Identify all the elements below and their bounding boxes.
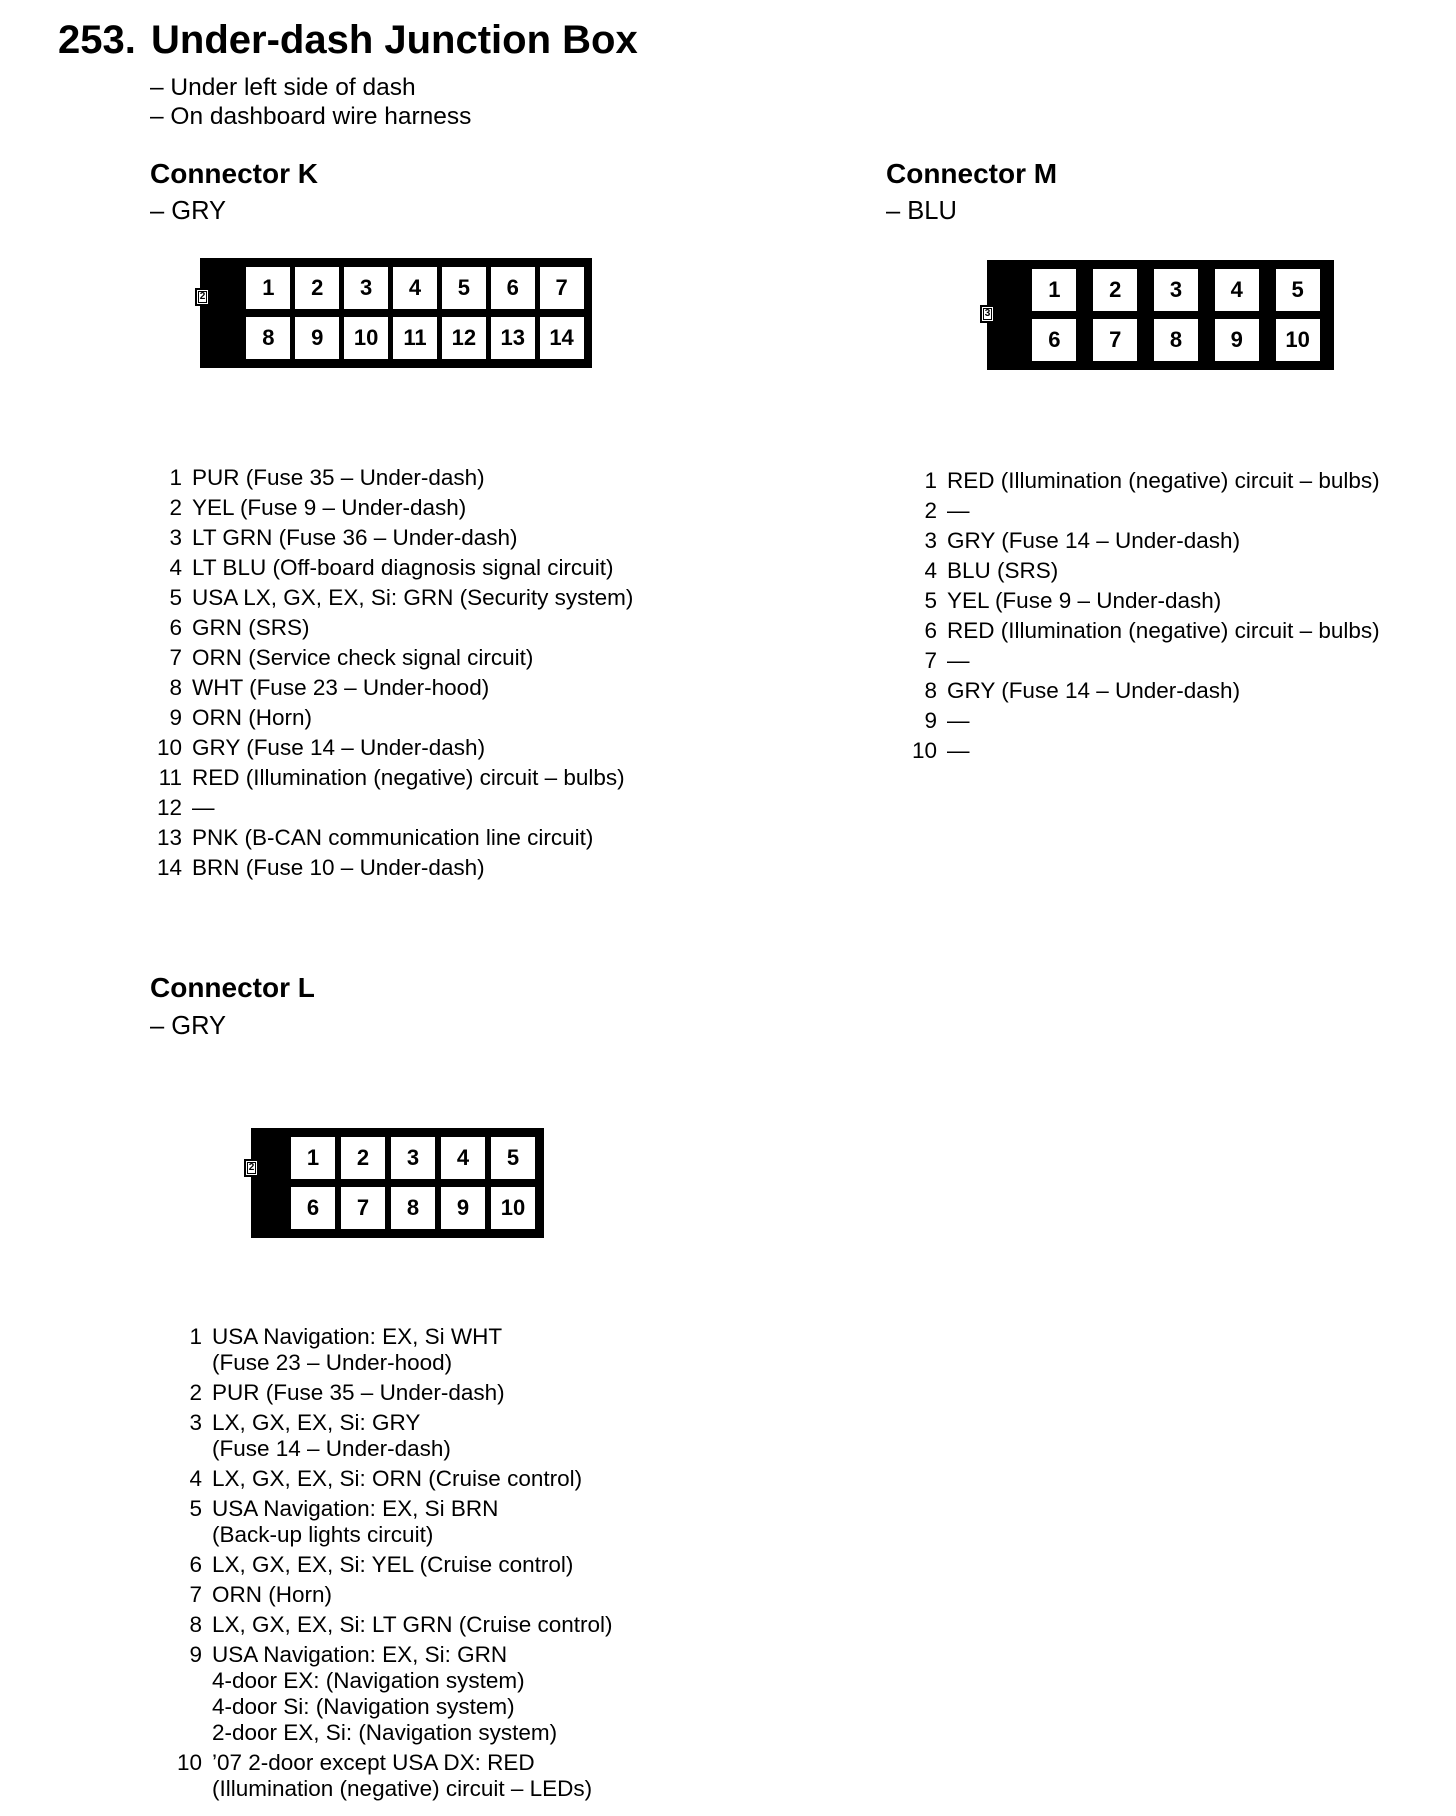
pin-description-line: LX, GX, EX, Si: ORN (Cruise control) — [212, 1466, 583, 1491]
connector-k-terminal: 10 — [344, 317, 388, 359]
connector-m-terminal: 7 — [1093, 319, 1137, 361]
pin-number: 4 — [189, 1466, 202, 1491]
connector-l-terminal: 6 — [291, 1187, 335, 1229]
connector-m-terminal: 6 — [1032, 319, 1076, 361]
location-item: – Under left side of dash — [150, 74, 416, 101]
connector-k-tag-label: 2 — [199, 291, 206, 302]
pin-description-line: (Fuse 23 – Under-hood) — [212, 1350, 453, 1375]
pin-row — [905, 496, 1380, 526]
pin-description — [192, 703, 312, 733]
connector-k-terminal: 11 — [393, 317, 437, 359]
pin-row — [150, 763, 633, 793]
connector-k-terminal: 3 — [344, 267, 388, 309]
pin-description-line: GRY (Fuse 14 – Under-dash) — [947, 528, 1241, 553]
connector-k-title: Connector K — [150, 158, 318, 189]
pin-description — [192, 493, 466, 523]
pin-description — [947, 676, 1240, 706]
pin-description — [192, 643, 533, 673]
pin-row — [150, 613, 633, 643]
pin-row — [150, 853, 633, 883]
pin-row — [150, 463, 633, 493]
pin-description-line: ORN (Horn) — [192, 705, 313, 730]
location-list — [150, 73, 471, 131]
pin-description — [212, 1324, 502, 1376]
pin-description — [192, 583, 633, 613]
pin-description-line: — — [947, 738, 970, 763]
connector-m-terminal: 1 — [1032, 269, 1076, 311]
pin-description — [192, 613, 310, 643]
connector-m-terminal: 2 — [1093, 269, 1137, 311]
pin-description-line: LT GRN (Fuse 36 – Under-dash) — [192, 525, 518, 550]
pin-description-line: RED (Illumination (negative) circuit – bulbs) — [947, 468, 1380, 493]
pin-row — [150, 793, 633, 823]
pin-row — [150, 733, 633, 763]
pin-description-line: 4-door Si: (Navigation system) — [212, 1694, 515, 1719]
connector-k-terminal: 2 — [295, 267, 339, 309]
connector-k-terminal: 5 — [442, 267, 486, 309]
pin-number: 7 — [189, 1582, 202, 1607]
pin-description-line: ORN (Service check signal circuit) — [192, 645, 534, 670]
pin-description-line: GRY (Fuse 14 – Under-dash) — [947, 678, 1241, 703]
connector-m-terminal: 3 — [1154, 269, 1198, 311]
pin-description — [212, 1496, 498, 1548]
pin-description — [947, 466, 1380, 496]
pin-row — [905, 526, 1380, 556]
connector-l-terminal: 5 — [491, 1137, 535, 1179]
connector-m-terminal-tag — [980, 305, 995, 323]
pin-description-line: — — [947, 498, 970, 523]
connector-k-terminal: 12 — [442, 317, 486, 359]
connector-k-color: – GRY — [150, 197, 227, 225]
connector-l-diagram — [248, 1128, 544, 1238]
pin-number: 9 — [924, 708, 937, 733]
pin-number: 2 — [189, 1380, 202, 1405]
pin-description-line: WHT (Fuse 23 – Under-hood) — [192, 675, 490, 700]
pin-number: 11 — [158, 765, 182, 790]
pin-row — [150, 673, 633, 703]
pin-number: 4 — [169, 555, 182, 580]
pin-description-line: GRN (SRS) — [192, 615, 310, 640]
pin-number: 8 — [169, 675, 182, 700]
pin-description-line: ORN (Horn) — [212, 1582, 333, 1607]
pin-number: 5 — [169, 585, 182, 610]
connector-k-terminal: 1 — [246, 267, 290, 309]
connector-l-terminal: 7 — [341, 1187, 385, 1229]
page-number: 253. — [58, 18, 136, 62]
pin-number: 6 — [189, 1552, 202, 1577]
pin-description — [192, 463, 485, 493]
connector-k-terminal: 14 — [540, 317, 584, 359]
connector-m-tag-label: 3 — [984, 308, 991, 319]
pin-description — [192, 673, 489, 703]
connector-l-terminal: 4 — [441, 1137, 485, 1179]
pin-description-line: — — [947, 648, 970, 673]
connector-m-terminal: 5 — [1276, 269, 1320, 311]
pin-description — [947, 736, 970, 766]
pin-number: 6 — [169, 615, 182, 640]
pin-row — [170, 1466, 613, 1492]
page-heading: Under-dash Junction Box — [151, 18, 638, 62]
pin-row — [150, 643, 633, 673]
connector-l-terminal: 1 — [291, 1137, 335, 1179]
pin-description — [192, 853, 485, 883]
pin-number: 3 — [189, 1410, 202, 1435]
connector-k-terminal: 13 — [491, 317, 535, 359]
pin-row — [170, 1410, 613, 1462]
pin-description-line: (Illumination (negative) circuit – LEDs) — [212, 1776, 593, 1801]
pin-description-line: (Fuse 14 – Under-dash) — [212, 1436, 451, 1461]
connector-k-housing — [200, 258, 592, 368]
pin-row — [170, 1324, 613, 1376]
pin-description-line: PUR (Fuse 35 – Under-dash) — [192, 465, 485, 490]
pin-number: 14 — [156, 855, 182, 880]
connector-l-terminal: 2 — [341, 1137, 385, 1179]
pin-row — [905, 706, 1380, 736]
connector-l-tag-label: 2 — [248, 1162, 255, 1173]
pin-row — [170, 1496, 613, 1548]
pin-row — [170, 1612, 613, 1638]
pin-number: 3 — [169, 525, 182, 550]
pin-row — [170, 1380, 613, 1406]
pin-number: 1 — [924, 468, 937, 493]
pin-number: 10 — [176, 1750, 202, 1775]
pin-description — [212, 1410, 451, 1462]
connector-k-terminal: 4 — [393, 267, 437, 309]
pin-description-line: ’07 2-door except USA DX: RED — [212, 1750, 535, 1775]
pin-number: 9 — [189, 1642, 202, 1667]
pin-number: 1 — [169, 465, 182, 490]
pin-row — [905, 736, 1380, 766]
location-item: – On dashboard wire harness — [150, 103, 472, 130]
connector-m-terminal: 9 — [1215, 319, 1259, 361]
connector-l-title: Connector L — [150, 972, 315, 1003]
pin-number: 2 — [169, 495, 182, 520]
page-title — [58, 18, 638, 63]
pin-description-line: USA Navigation: EX, Si: GRN — [212, 1642, 508, 1667]
pin-description-line: YEL (Fuse 9 – Under-dash) — [947, 588, 1222, 613]
pin-description-line: — — [192, 795, 215, 820]
pin-description — [212, 1612, 613, 1638]
pin-description-line: LX, GX, EX, Si: LT GRN (Cruise control) — [212, 1612, 613, 1637]
pin-number: 6 — [924, 618, 937, 643]
connector-m-title: Connector M — [886, 158, 1058, 189]
pin-description — [212, 1582, 332, 1608]
pin-description-line: RED (Illumination (negative) circuit – bulbs) — [947, 618, 1380, 643]
pin-description-line: PUR (Fuse 35 – Under-dash) — [212, 1380, 505, 1405]
pin-description-line: LX, GX, EX, Si: YEL (Cruise control) — [212, 1552, 574, 1577]
pin-number: 12 — [156, 795, 182, 820]
pin-description-line: RED (Illumination (negative) circuit – bulbs) — [192, 765, 625, 790]
pin-description — [192, 763, 625, 793]
pin-description — [212, 1552, 573, 1578]
connector-m-terminal: 10 — [1276, 319, 1320, 361]
pin-description — [192, 523, 518, 553]
pin-number: 3 — [924, 528, 937, 553]
pin-description — [947, 706, 970, 736]
connector-l-terminal: 9 — [441, 1187, 485, 1229]
pin-description-line: 4-door EX: (Navigation system) — [212, 1668, 525, 1693]
pin-row — [150, 493, 633, 523]
connector-k-terminal: 8 — [246, 317, 290, 359]
connector-k-terminal: 7 — [540, 267, 584, 309]
pin-description — [947, 556, 1058, 586]
pin-description — [947, 616, 1380, 646]
connector-l-pin-list — [170, 1324, 613, 1806]
pin-row — [170, 1750, 613, 1802]
pin-row — [150, 553, 633, 583]
pin-description-line: USA LX, GX, EX, Si: GRN (Security system) — [192, 585, 634, 610]
connector-l-terminal-tag — [244, 1159, 259, 1177]
connector-k-pin-list — [150, 463, 633, 883]
connector-k-terminal: 9 — [295, 317, 339, 359]
pin-number: 5 — [924, 588, 937, 613]
pin-number: 4 — [924, 558, 937, 583]
pin-description — [192, 553, 613, 583]
pin-number: 10 — [911, 738, 937, 763]
pin-row — [170, 1552, 613, 1578]
pin-description-line: — — [947, 708, 970, 733]
connector-m-housing — [984, 260, 1334, 370]
pin-description-line: LX, GX, EX, Si: GRY — [212, 1410, 421, 1435]
pin-description — [192, 733, 485, 763]
pin-description-line: USA Navigation: EX, Si BRN — [212, 1496, 499, 1521]
pin-row — [150, 703, 633, 733]
pin-description-line: 2-door EX, Si: (Navigation system) — [212, 1720, 558, 1745]
pin-description-line: YEL (Fuse 9 – Under-dash) — [192, 495, 467, 520]
pin-description-line: USA Navigation: EX, Si WHT — [212, 1324, 503, 1349]
pin-description — [212, 1642, 557, 1746]
pin-number: 1 — [189, 1324, 202, 1349]
connector-l-color: – GRY — [150, 1012, 227, 1040]
pin-row — [150, 823, 633, 853]
pin-description — [212, 1750, 592, 1802]
pin-row — [150, 523, 633, 553]
connector-l-housing — [248, 1128, 544, 1238]
connector-l-terminal: 8 — [391, 1187, 435, 1229]
pin-description — [192, 823, 593, 853]
pin-description-line: BLU (SRS) — [947, 558, 1059, 583]
pin-description — [192, 793, 215, 823]
pin-number: 7 — [169, 645, 182, 670]
connector-k-terminal-tag — [195, 288, 210, 306]
pin-row — [905, 466, 1380, 496]
pin-description — [212, 1380, 505, 1406]
pin-row — [905, 556, 1380, 586]
connector-l-terminal: 3 — [391, 1137, 435, 1179]
pin-number: 7 — [924, 648, 937, 673]
pin-row — [905, 586, 1380, 616]
pin-number: 8 — [924, 678, 937, 703]
pin-description — [947, 526, 1240, 556]
pin-description-line: (Back-up lights circuit) — [212, 1522, 434, 1547]
connector-m-terminal: 4 — [1215, 269, 1259, 311]
pin-row — [170, 1582, 613, 1608]
connector-m-color: – BLU — [886, 197, 957, 225]
pin-number: 13 — [156, 825, 182, 850]
connector-m-pin-list — [905, 466, 1380, 766]
pin-description — [947, 646, 970, 676]
pin-row — [170, 1642, 613, 1746]
pin-description — [212, 1466, 582, 1492]
pin-description-line: LT BLU (Off-board diagnosis signal circuit) — [192, 555, 614, 580]
connector-l-terminal: 10 — [491, 1187, 535, 1229]
connector-m-diagram — [984, 260, 1334, 370]
pin-number: 2 — [924, 498, 937, 523]
pin-description-line: BRN (Fuse 10 – Under-dash) — [192, 855, 485, 880]
pin-description — [947, 496, 970, 526]
connector-k-diagram — [200, 258, 592, 368]
pin-description — [947, 586, 1221, 616]
pin-row — [905, 676, 1380, 706]
pin-description-line: PNK (B-CAN communication line circuit) — [192, 825, 594, 850]
pin-row — [150, 583, 633, 613]
pin-number: 9 — [169, 705, 182, 730]
connector-m-terminal: 8 — [1154, 319, 1198, 361]
connector-k-terminal: 6 — [491, 267, 535, 309]
pin-row — [905, 616, 1380, 646]
pin-number: 5 — [189, 1496, 202, 1521]
pin-row — [905, 646, 1380, 676]
pin-number: 10 — [156, 735, 182, 760]
pin-number: 8 — [189, 1612, 202, 1637]
pin-description-line: GRY (Fuse 14 – Under-dash) — [192, 735, 486, 760]
